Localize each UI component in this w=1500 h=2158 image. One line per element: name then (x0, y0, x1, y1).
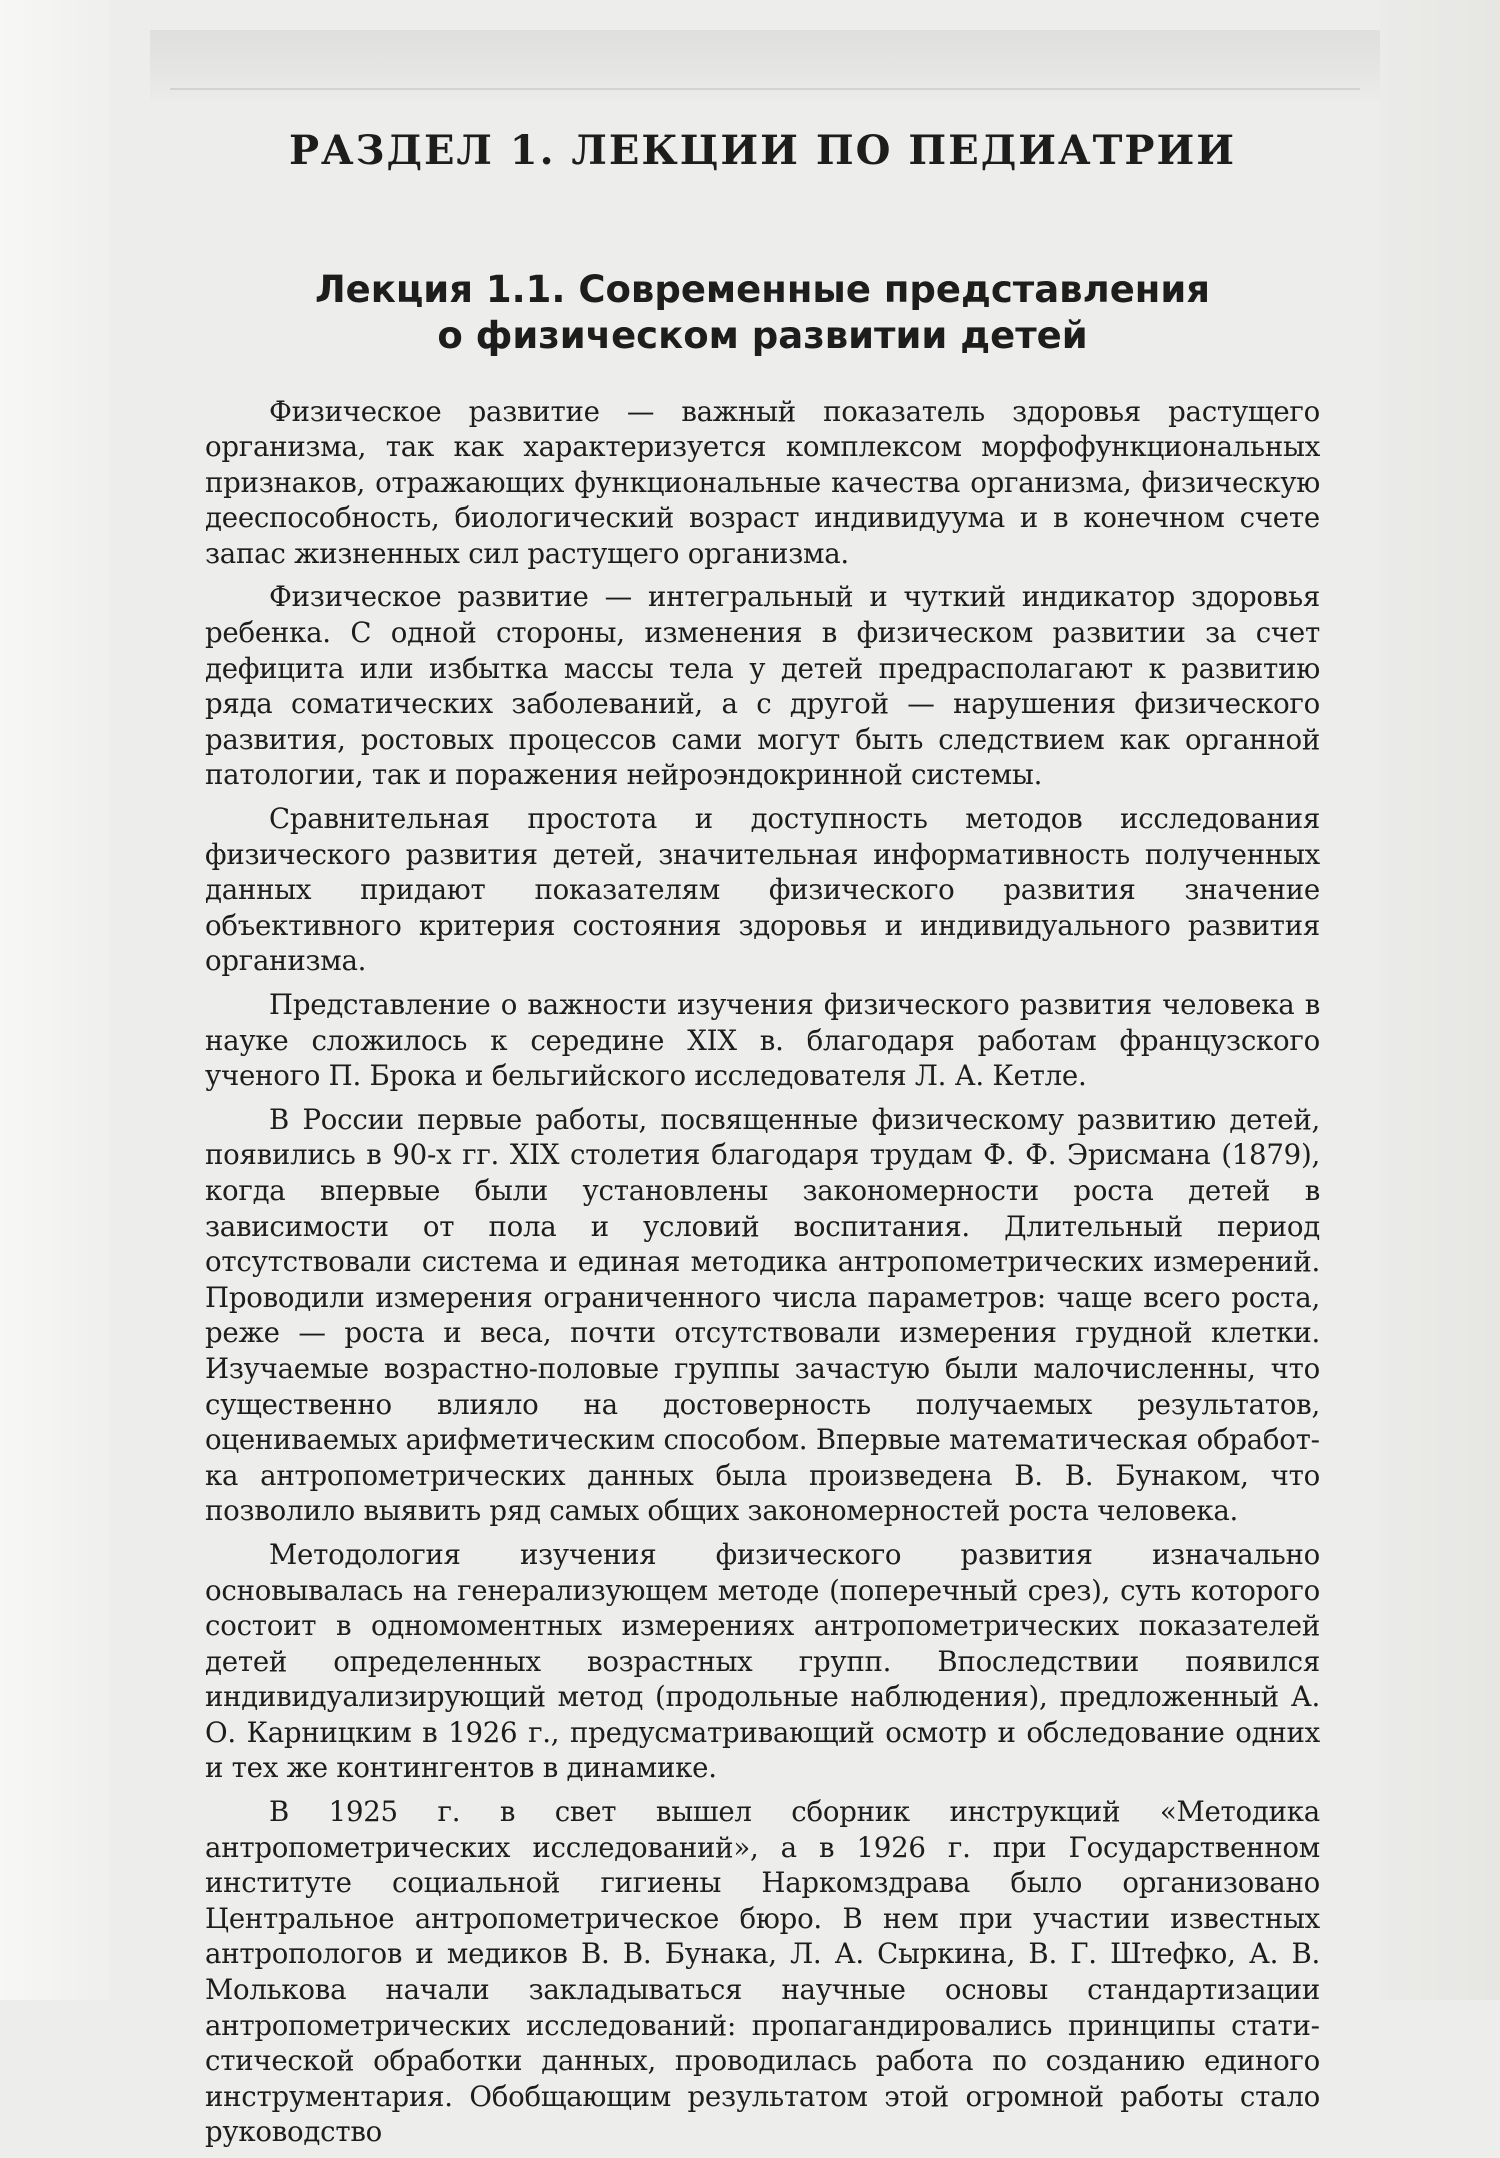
paragraph-3: Сравнительная простота и доступность методов исследования физического развития детей, значительная информативность полученных данных придают показателям физического развития значение объективного критерия состояния здоровья и индивидуального развития организма. (205, 802, 1320, 978)
page-edge-left (0, 0, 110, 2000)
paragraph-7: В 1925 г. в свет вышел сборник инструкций «Методика антропометрических исследований», а в 1926 г. при Государственном институте социальной гигиены Наркомздрава было организовано Центральное антропометрическое бюро. В нем при участии известных антропологов и медиков В. В. Бунака, Л. А. Сыркина, В. Г. Штефко, А. В. Молькова начали закладываться научные основы стандартизации антропометрических исследований: пропагандировались принципы статистической обработки данных, проводилась работа по созданию единого инструментария. Обобщающим результатом этой огромной работы стало руководство (205, 1795, 1320, 2149)
paragraph-6: Методология изучения физического развития изначально основывалась на генерализующем методе (поперечный срез), суть которого состоит в одномоментных измерениях антропометрических показателей детей определенных возрастных групп. Впоследствии появился индивидуализирующий метод (продольные наблюдения), предложенный А. О. Карницким в 1926 г., предусматривающий осмотр и обследование одних и тех же контингентов в динамике. (205, 1537, 1320, 1785)
lecture-title-line-2: о физическом развитии детей (437, 314, 1088, 358)
paragraph-5: В России первые работы, посвященные физическому развитию детей, появились в 90-х гг. XIX столетия благодаря трудам Ф. Ф. Эрисмана (1879), когда впервые были установлены закономерности роста детей в зависимости от пола и условий воспитания. Длительный период отсутствовали система и единая методика антропометрических измерений. Проводили измерения ограниченного числа параметров: чаще всего роста, реже — роста и веса, почти отсутствовали измерения грудной клетки. Изучаемые возрастно-половые группы зачастую были малочисленны, что существенно влияло на достоверность получаемых результатов, оцениваемых арифметическим способом. Впервые математическая обработка антропометрических данных была произведена В. В. Бунаком, что позволило выявить ряд самых общих закономерностей роста человека. (205, 1102, 1320, 1528)
lecture-title-line-1: Лекция 1.1. Современные представления (314, 268, 1211, 311)
page-content (205, 115, 1320, 2158)
paragraph-4: Представление о важности изучения физического развития человека в науке сложилось к середине XIX в. благодаря работам французского ученого П. Брока и бельгийского исследователя Л. А. Кетле. (205, 988, 1320, 1093)
paragraph-2: Физическое развитие — интегральный и чуткий индикатор здоровья ребенка. С одной стороны, изменения в физическом развитии за счет дефицита или избытка массы тела у детей предрасполагают к развитию ряда соматических заболеваний, а с другой — нарушения физического развития, ростовых процессов сами могут быть следствием как органной патологии, так и поражения нейроэндокринной системы. (205, 580, 1320, 792)
show-through-rule (170, 88, 1360, 90)
paragraph-1: Физическое развитие — важный показатель здоровья растущего организма, так как характеризуется комплексом морфофункциональных признаков, отражающих функциональные качества организма, физическую дееспособность, биологический возраст индивидуума и в конечном счете запас жизненных сил растущего организма. (205, 394, 1320, 570)
page-edge-right (1380, 0, 1500, 2000)
section-title: РАЗДЕЛ 1. ЛЕКЦИИ ПО ПЕДИАТРИИ (288, 127, 1237, 174)
lecture-title (205, 267, 1320, 360)
